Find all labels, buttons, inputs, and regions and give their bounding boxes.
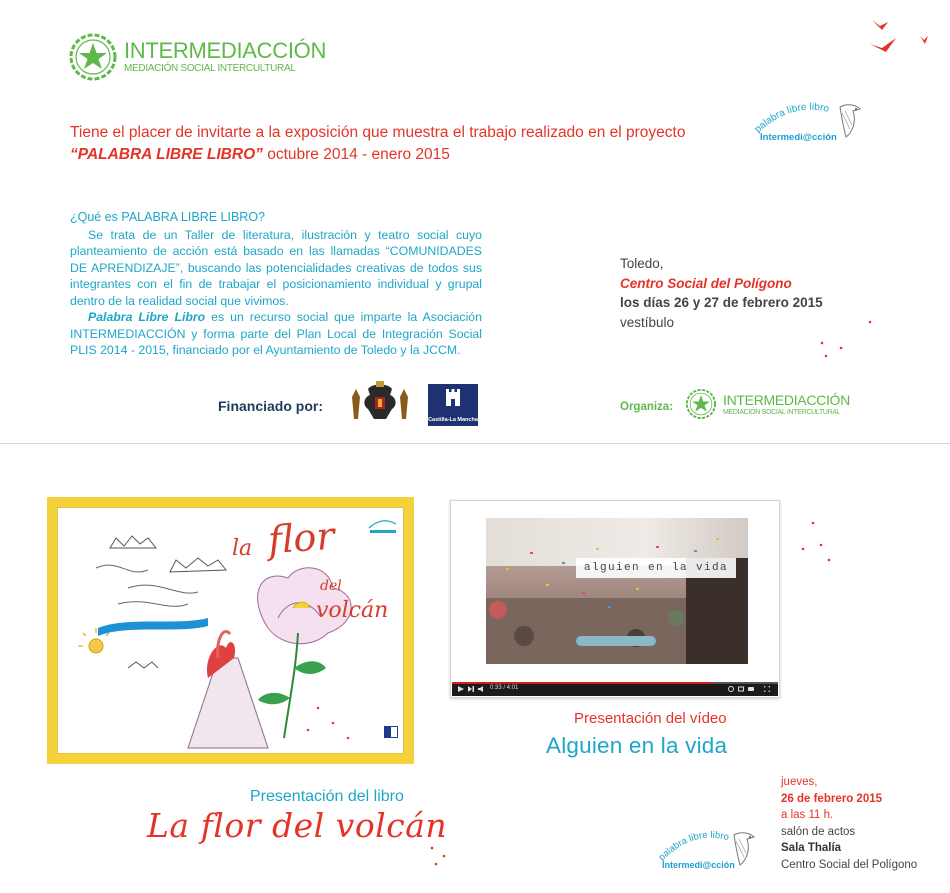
project-name-inline: Palabra Libre Libro <box>88 310 206 324</box>
location-city: Toledo, <box>620 256 664 271</box>
project-description <box>70 209 482 359</box>
event-center: Centro Social del Polígono <box>781 858 918 871</box>
palabra-libre-libro-stamp-bottom <box>656 827 766 887</box>
organiza-label: Organiza: <box>620 401 674 413</box>
castle-icon <box>428 384 478 416</box>
description-paragraph-2 <box>70 309 482 359</box>
palabra-libre-libro-stamp <box>752 99 872 159</box>
cover-title-volcan: volcán <box>316 598 389 623</box>
intermediaccion-logo-small <box>685 388 850 420</box>
event-details <box>781 774 917 873</box>
logo-name: INTERMEDIACCIÓN <box>124 38 327 63</box>
star-wreath-icon <box>68 32 118 82</box>
youtube-icon[interactable] <box>748 686 754 692</box>
stamp-arc <box>656 827 766 887</box>
event-room: salón de actos <box>781 825 856 838</box>
book-cover <box>47 497 414 764</box>
description-question: ¿Qué es PALABRA LIBRE LIBRO? <box>70 210 265 224</box>
svg-text:palabra libre libro <box>657 830 731 863</box>
cover-title-del: del <box>320 578 342 594</box>
volume-icon[interactable] <box>478 686 484 692</box>
location-venue: Centro Social del Polígono <box>620 275 792 291</box>
star-wreath-icon <box>685 388 717 420</box>
stamp-arc-text: palabra libre libro <box>752 101 830 136</box>
video-time: 0:33 / 4:01 <box>490 685 519 691</box>
logo-tagline: MEDIACIÓN SOCIAL INTERCULTURAL <box>723 408 841 416</box>
video-frame[interactable] <box>486 518 748 664</box>
toledo-crest-icon <box>346 379 414 425</box>
logo-tagline: MEDIACIÓN SOCIAL INTERCULTURAL <box>124 63 296 74</box>
intermediaccion-logo <box>68 32 326 82</box>
bird-icon <box>840 105 860 137</box>
video-player[interactable] <box>450 500 780 698</box>
stamp-arc-text: palabra libre libro <box>656 829 731 864</box>
play-icon[interactable] <box>458 686 464 692</box>
book-title: La flor del volcán <box>147 806 448 845</box>
fullscreen-icon[interactable] <box>764 686 770 692</box>
book-presentation-label: Presentación del libro <box>250 788 404 805</box>
birds-icon <box>866 14 936 64</box>
video-controls[interactable] <box>452 682 778 696</box>
funding-label: Financiado por: <box>218 398 323 414</box>
bird-icon <box>734 833 754 865</box>
stamp-arc <box>752 99 872 159</box>
event-date: 26 de febrero 2015 <box>781 792 883 805</box>
video-progress-bar[interactable] <box>452 682 778 684</box>
invitation-text <box>70 122 710 166</box>
invitation-line: Tiene el placer de invitarte a la exposición que muestra el trabajo realizado en el proyecto <box>70 124 686 141</box>
project-dates: octubre 2014 - enero 2015 <box>262 146 450 163</box>
svg-text:palabra libre libro <box>753 102 831 135</box>
location-dates: los días 26 y 27 de febrero 2015 <box>620 295 823 310</box>
size-icon[interactable] <box>738 686 744 692</box>
publisher-logo-icon <box>384 726 398 738</box>
exhibition-location <box>620 254 823 332</box>
video-presentation-label: Presentación del vídeo <box>574 710 727 727</box>
castilla-la-mancha-logo <box>428 384 478 426</box>
next-icon[interactable] <box>468 686 474 692</box>
stamp-brand: Intermedi@cción <box>662 860 735 870</box>
event-time: a las 11 h. <box>781 809 834 821</box>
video-caption: alguien en la vida <box>576 558 736 578</box>
location-room: vestíbulo <box>620 314 675 330</box>
cover-title-la: la <box>232 536 253 561</box>
cover-stamp-icon <box>366 514 400 538</box>
logo-name: INTERMEDIACCIÓN <box>723 391 850 408</box>
invitation-front-panel <box>0 0 950 444</box>
video-scene <box>486 518 748 664</box>
event-hall: Sala Thalía <box>781 842 842 854</box>
cover-title-flor: flor <box>266 513 336 563</box>
video-title: Alguien en la vida <box>546 733 728 758</box>
event-day: jueves, <box>781 776 818 788</box>
volcano-flower-illustration <box>58 508 404 754</box>
stamp-brand: Intermedi@cción <box>760 132 837 143</box>
description-paragraph-1: Se trata de un Taller de literatura, ilustración y teatro social cuyo planteamiento de acción está basado en las llamadas “COMUNIDADES DE APRENDIZAJE”, buscando las potencialidades creativas de todos sus integrantes con el fin de trabajar el posicionamiento individual y grupal dentro de la realidad social que vivimos. <box>70 227 482 308</box>
description-paragraph-2-text: es un recurso social que imparte la Asociación INTERMEDIACCIÓN y forma parte del Plan Local de Integración Social PLIS 2014 - 2015, financiado por el Ayuntamiento de Toledo y la JCCM. <box>70 310 482 357</box>
clm-text: Castilla-La Mancha <box>428 417 478 423</box>
settings-icon[interactable] <box>728 686 734 692</box>
project-name: “PALABRA LIBRE LIBRO” <box>70 146 263 163</box>
